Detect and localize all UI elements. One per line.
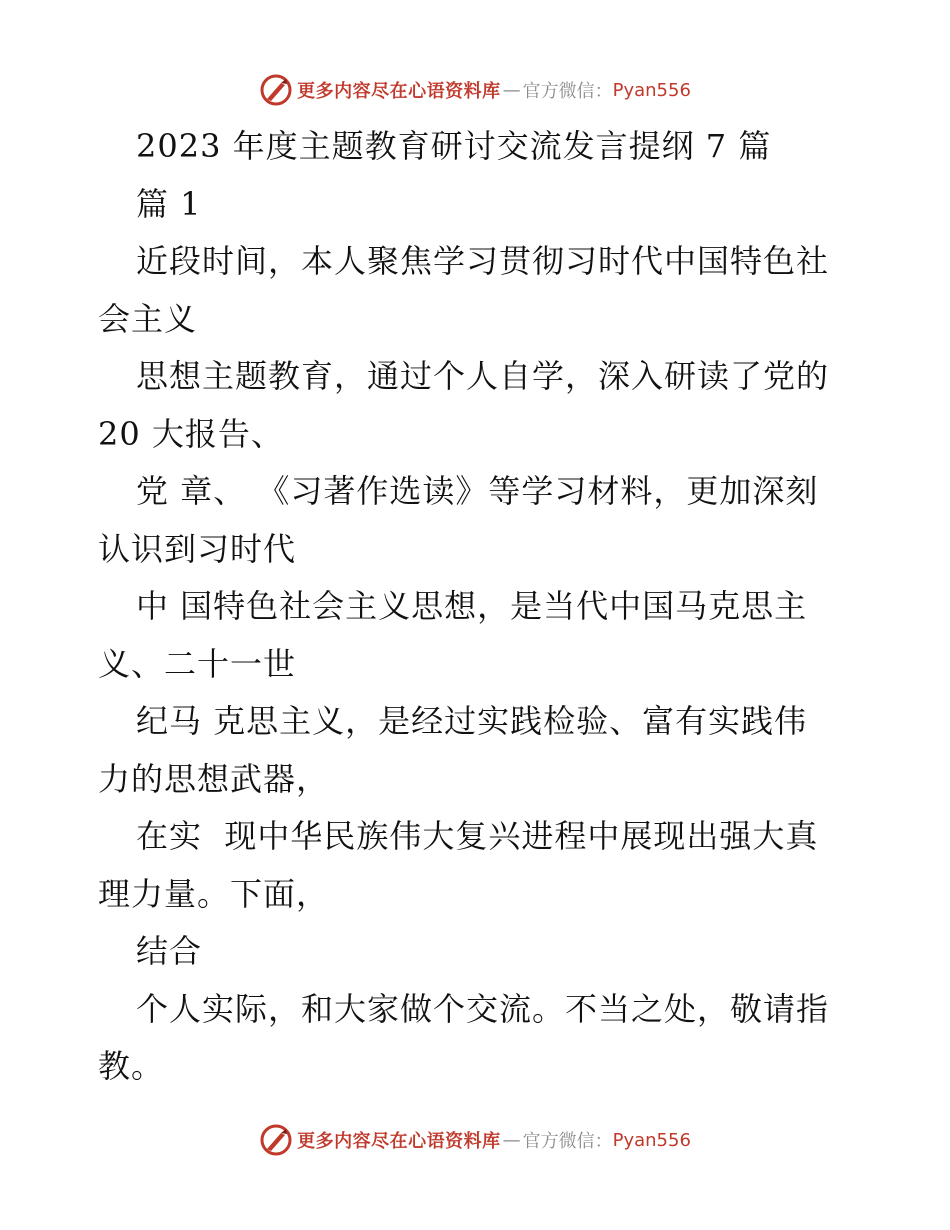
document-line: 力的思想武器， bbox=[98, 759, 330, 798]
document-line: 2023 年度主题教育研讨交流发言提纲 7 篇 bbox=[136, 127, 772, 165]
watermark-wechat-label: 官方微信： bbox=[522, 81, 613, 102]
footer-watermark bbox=[0, 1120, 950, 1160]
watermark-brand-text: 更多内容尽在心语资料库 bbox=[297, 81, 501, 102]
document-line: 纪马 克思主义，是经过实践检验、富有实践伟 bbox=[136, 702, 808, 740]
document-line: 20 大报告、 bbox=[98, 414, 284, 453]
document-line: 个人实际，和大家做个交流。不当之处，敬请指 bbox=[136, 989, 830, 1028]
watermark-wechat-id: Pyan556 bbox=[612, 1129, 691, 1151]
watermark-wechat-id: Pyan556 bbox=[612, 79, 691, 101]
document-line: 近段时间，本人聚焦学习贯彻习时代中国特色社 bbox=[136, 242, 830, 280]
document-line: 理力量。下面， bbox=[98, 874, 330, 913]
document-line: 思想主题教育，通过个人自学，深入研读了党的 bbox=[136, 357, 830, 395]
header-watermark bbox=[0, 70, 950, 110]
brand-logo-icon bbox=[259, 1123, 293, 1157]
document-line: 认识到习时代 bbox=[98, 529, 297, 568]
watermark-brand-text: 更多内容尽在心语资料库 bbox=[297, 1131, 501, 1152]
watermark-separator: — bbox=[502, 79, 521, 101]
document-body bbox=[98, 118, 858, 1096]
watermark-wechat-label: 官方微信： bbox=[522, 1131, 613, 1152]
document-line: 篇 1 bbox=[136, 184, 202, 223]
document-line: 党 章、 《习著作选读》等学习材料，更加深刻 bbox=[136, 472, 819, 510]
document-line: 中 国特色社会主义思想，是当代中国马克思主 bbox=[136, 587, 808, 625]
document-line: 结合 bbox=[136, 932, 203, 970]
document-line: 教。 bbox=[98, 1047, 165, 1085]
document-line: 会主义 bbox=[98, 299, 198, 338]
document-line: 在实 现中华民族伟大复兴进程中展现出强大真 bbox=[136, 817, 819, 855]
brand-logo-icon bbox=[259, 73, 293, 107]
watermark-separator: — bbox=[502, 1129, 521, 1151]
document-line: 义、二十一世 bbox=[98, 644, 297, 683]
